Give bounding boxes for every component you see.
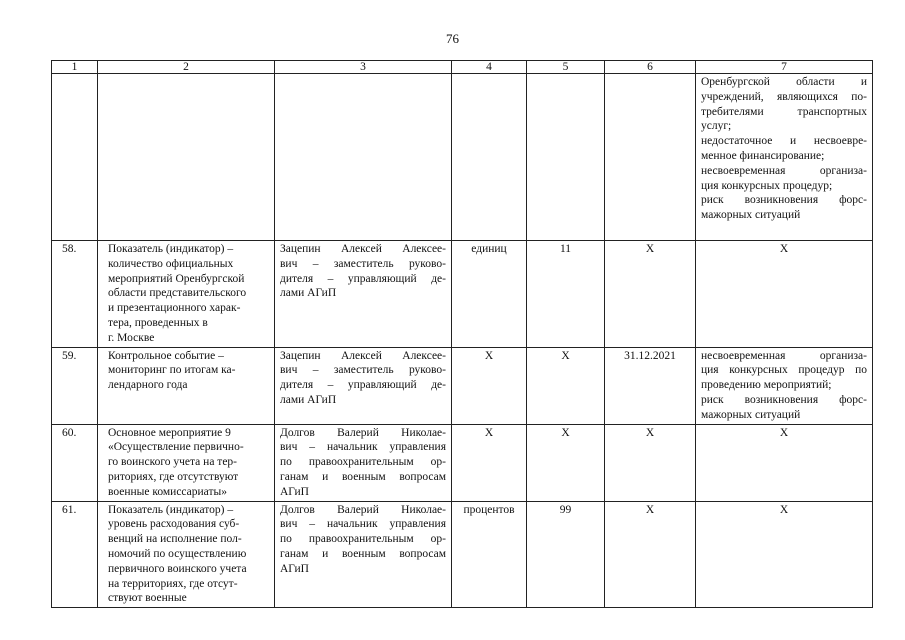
risks-cell: X [696, 424, 873, 501]
responsible-cell [275, 241, 452, 348]
name-cell [98, 501, 275, 608]
table-row [52, 241, 873, 348]
risks-cell: X [696, 241, 873, 348]
date-cell [605, 74, 696, 241]
risks-cell: X [696, 501, 873, 608]
responsible-line: по правоохранительным ор- [280, 456, 446, 469]
unit-cell: единиц [452, 241, 527, 348]
responsible-line: Зацепин Алексей Алексее- [280, 349, 446, 362]
table-row [52, 347, 873, 424]
name-line: уровень расходования суб- [108, 518, 240, 531]
col-header-6: 6 [605, 61, 696, 74]
risks-line: мажорных ситуаций [701, 408, 801, 421]
name-line: области представительского [108, 287, 247, 300]
plan-table [51, 60, 873, 608]
name-cell [98, 241, 275, 348]
name-line: Контрольное событие – [108, 349, 224, 362]
responsible-line: лами АГиП [280, 393, 337, 406]
value-cell [527, 74, 605, 241]
row-number-cell: 61. [52, 501, 98, 608]
name-line: первичного воинского учета [108, 562, 247, 575]
risks-line: требителями транспортных [701, 105, 867, 118]
risks-line: риск возникновения форс- [701, 393, 867, 406]
value-cell: X [527, 424, 605, 501]
responsible-line: дителя – управляющий де- [280, 379, 446, 392]
name-cell [98, 424, 275, 501]
col-header-7: 7 [696, 61, 873, 74]
risks-line: ция конкурсных процедур; [701, 179, 833, 192]
name-line: мероприятий Оренбургской [108, 272, 245, 285]
risks-line: услуг; [701, 120, 732, 133]
responsible-line: лами АГиП [280, 287, 337, 300]
unit-cell: процентов [452, 501, 527, 608]
responsible-cell [275, 501, 452, 608]
name-line: тера, проведенных в [108, 316, 208, 329]
unit-cell: X [452, 347, 527, 424]
row-number-cell: 59. [52, 347, 98, 424]
responsible-line: по правоохранительным ор- [280, 533, 446, 546]
name-line: и презентационного харак- [108, 302, 241, 315]
risks-line: учреждений, являющихся по- [701, 90, 867, 103]
name-line: лендарного года [108, 379, 188, 392]
date-cell: X [605, 501, 696, 608]
table-row [52, 74, 873, 241]
name-cell [98, 74, 275, 241]
responsible-line: АГиП [280, 485, 309, 498]
col-header-2: 2 [98, 61, 275, 74]
unit-cell [452, 74, 527, 241]
value-cell: X [527, 347, 605, 424]
table-row [52, 424, 873, 501]
risks-line: несвоевременная организа- [701, 349, 867, 362]
date-cell: 31.12.2021 [605, 347, 696, 424]
risks-line: Оренбургской области и [701, 76, 867, 88]
responsible-cell [275, 424, 452, 501]
name-line: г. Москве [108, 331, 155, 344]
date-cell: X [605, 424, 696, 501]
name-line: венций на исполнение пол- [108, 533, 242, 546]
risks-cell [696, 74, 873, 241]
row-number-cell: 58. [52, 241, 98, 348]
col-header-1: 1 [52, 61, 98, 74]
responsible-line: Долгов Валерий Николае- [280, 426, 446, 439]
name-line: ствуют военные [108, 592, 187, 605]
row-number-cell: 60. [52, 424, 98, 501]
responsible-line: Зацепин Алексей Алексее- [280, 243, 446, 255]
risks-line: ция конкурсных процедур по [701, 364, 867, 377]
name-line: Показатель (индикатор) – [108, 503, 234, 516]
name-line: мониторинг по итогам ка- [108, 364, 236, 377]
responsible-line: вич – начальник управления [280, 441, 446, 454]
name-line: Показатель (индикатор) – [108, 243, 234, 255]
name-line: на территориях, где отсут- [108, 577, 238, 590]
value-cell: 99 [527, 501, 605, 608]
responsible-line: ганам и военным вопросам [280, 547, 446, 560]
responsible-line: вич – заместитель руково- [280, 364, 446, 377]
name-line: количество официальных [108, 257, 234, 270]
responsible-cell [275, 74, 452, 241]
risks-line: мажорных ситуаций [701, 209, 801, 222]
page-number: 76 [446, 31, 459, 46]
responsible-line: вич – заместитель руково- [280, 257, 446, 270]
name-line: Основное мероприятие 9 [108, 426, 231, 439]
risks-line: недостаточное и несвоевре- [701, 135, 867, 148]
date-cell: X [605, 241, 696, 348]
value-cell: 11 [527, 241, 605, 348]
risks-line: несвоевременная организа- [701, 164, 867, 177]
name-line: военные комиссариаты» [108, 485, 227, 498]
row-number-cell [52, 74, 98, 241]
responsible-line: ганам и военным вопросам [280, 470, 446, 483]
col-header-5: 5 [527, 61, 605, 74]
risks-line: менное финансирование; [701, 149, 825, 162]
responsible-line: дителя – управляющий де- [280, 272, 446, 285]
responsible-cell [275, 347, 452, 424]
unit-cell: X [452, 424, 527, 501]
col-header-4: 4 [452, 61, 527, 74]
risks-line: проведению мероприятий; [701, 379, 832, 392]
name-line: «Осуществление первично- [108, 441, 244, 454]
name-line: номочий по осуществлению [108, 547, 247, 560]
risks-line: риск возникновения форс- [701, 194, 867, 207]
responsible-line: вич – начальник управления [280, 518, 446, 531]
col-header-3: 3 [275, 61, 452, 74]
table-row [52, 501, 873, 608]
responsible-line: АГиП [280, 562, 309, 575]
risks-cell [696, 347, 873, 424]
name-line: го воинского учета на тер- [108, 456, 238, 469]
name-cell [98, 347, 275, 424]
responsible-line: Долгов Валерий Николае- [280, 503, 446, 516]
name-line: риториях, где отсутствуют [108, 470, 239, 483]
header-row [52, 61, 873, 74]
